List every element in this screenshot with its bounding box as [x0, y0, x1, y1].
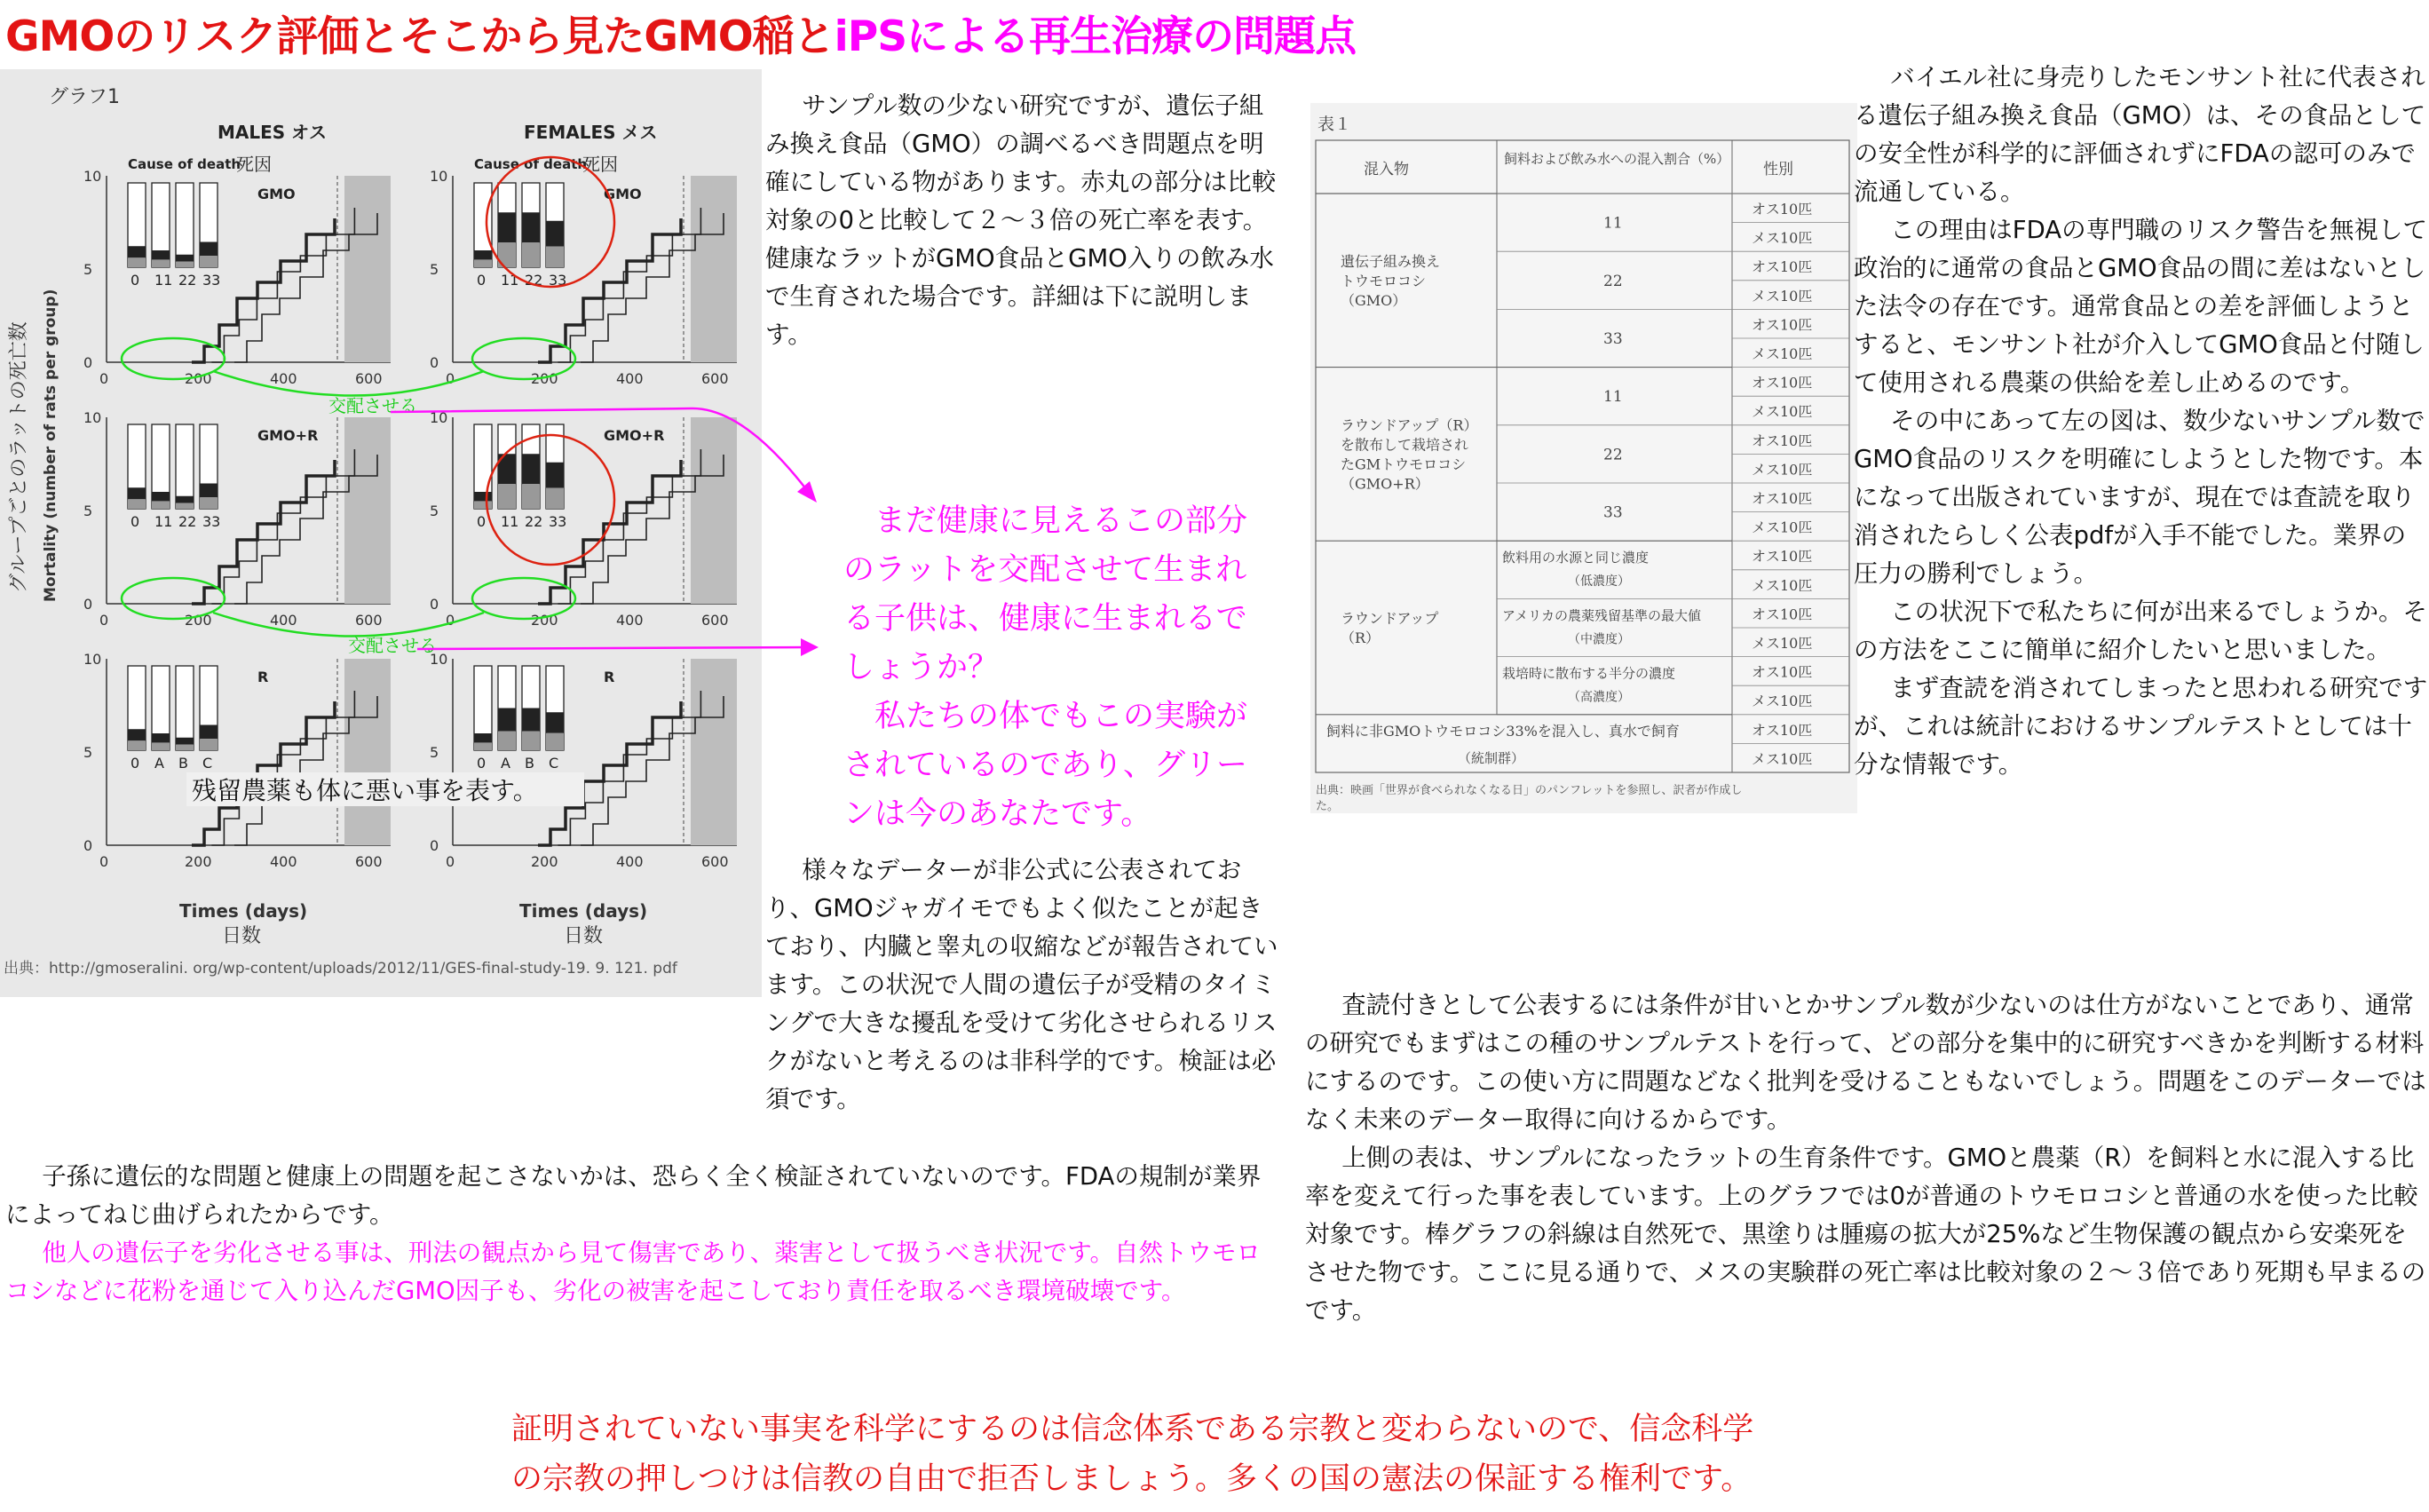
y-tick-male-0-0: 10	[83, 168, 102, 185]
x-tick-male-2-0: 0	[99, 853, 109, 870]
magenta-arrowhead-2	[801, 638, 819, 656]
cause-jp-female: 死因	[582, 154, 618, 175]
table-sex-8: オス10匹	[1752, 431, 1813, 449]
table-group2-2: たGMトウモロコシ	[1341, 455, 1467, 473]
table-sex-10: オス10匹	[1752, 490, 1813, 507]
inset-bar-label-male-2-0: 0	[131, 755, 140, 772]
magenta-arrows	[0, 0, 852, 693]
inset-bar-label-male-0-1: 11	[154, 272, 173, 289]
table-conc-level-1: （中濃度）	[1568, 632, 1630, 647]
bottom-right-p1: 査読付きとして公表するには条件が甘いとかサンプル数が少ないのは仕方がないことであり、通常の研究でもまずはこの種のサンプルテストを行って、どの部分を集中的に研究すべきかを判断する材料にするのです。この使い方に問題などなく批判を受けることもないでしょう。問題をこのデーターではなく未来のデーター取得に向けるからです。	[1305, 991, 2426, 1134]
y-tick-male-1-0: 10	[83, 409, 102, 426]
table-sex-12: オス10匹	[1752, 548, 1813, 566]
inset-bar-label-female-2-1: A	[501, 755, 510, 772]
footer-line1: 証明されていない事実を科学にするのは信念体系である宗教と変わらないので、信念科学	[511, 1412, 1754, 1447]
y-tick-female-1-2: 0	[430, 596, 439, 613]
graph-source	[4, 960, 678, 978]
table-header-2: 性別	[1763, 161, 1793, 178]
col2-magenta1: まだ健康に見えるこの部分のラットを交配させて生まれる子供は、健康に生まれるでしょうか？	[843, 503, 1248, 685]
table-sex-11: メス10匹	[1752, 519, 1813, 536]
inset-bar-label-female-2-0: 0	[477, 755, 487, 772]
table-sex-19: メス10匹	[1752, 750, 1813, 768]
inset-bar-label-male-1-3: 33	[202, 513, 221, 530]
table-pct-1: 22	[1603, 272, 1623, 290]
col2-para2	[765, 851, 1280, 1119]
table-control-1: （統制群）	[1458, 749, 1525, 766]
inset-bar-label-female-0-1: 11	[501, 272, 519, 289]
inset-bar-label-male-2-1: A	[154, 755, 164, 772]
table-group1-0: 遺伝子組み換え	[1341, 252, 1441, 270]
y-tick-female-2-2: 0	[430, 837, 439, 854]
right-p1: バイエル社に身売りしたモンサント社に代表される遺伝子組み換え食品（GMO）は、その食品としての安全性が科学的に評価されずにFDAの認可のみで流通している。	[1854, 63, 2426, 206]
panel-title-male-1: GMO+R	[257, 427, 319, 444]
x-tick-male-2-3: 600	[355, 853, 383, 870]
table-conc-name-0: 飲料用の水源と同じ濃度	[1502, 550, 1650, 566]
table-label: 表１	[1317, 115, 1352, 134]
table-sex-2: オス10匹	[1752, 258, 1813, 276]
panel-title-male-0: GMO	[257, 186, 296, 202]
mating-label-2: 交配させる	[348, 635, 437, 656]
females-heading: FEMALES メス	[524, 122, 658, 143]
y-tick-male-1-2: 0	[83, 596, 93, 613]
x-tick-male-0-1: 200	[185, 370, 212, 387]
inset-bar-label-female-1-3: 33	[549, 513, 567, 530]
table-sex-7: メス10匹	[1752, 403, 1813, 421]
inset-bar-label-female-0-2: 22	[525, 272, 543, 289]
table-pct-0: 11	[1603, 214, 1623, 233]
table-sex-16: オス10匹	[1752, 663, 1813, 681]
table-group2-3: （GMO+R）	[1341, 475, 1429, 493]
table-group2-1: を散布して栽培され	[1341, 436, 1469, 454]
y-tick-male-1-1: 5	[83, 503, 93, 519]
table-group2-0: ラウンドアップ（R）	[1341, 416, 1478, 434]
bottom-right	[1305, 986, 2427, 1330]
bottom-left-para	[5, 1158, 1264, 1234]
table-pct-3: 11	[1603, 388, 1623, 407]
inset-bar-black-male-2-2	[176, 738, 194, 745]
x-tick-male-0-3: 600	[355, 370, 383, 387]
table-group3-0: ラウンドアップ	[1341, 610, 1439, 627]
x-tick-female-2-1: 200	[531, 853, 558, 870]
y-axis-en: Mortality (number of rats per group)	[42, 289, 59, 602]
bottom-left-magenta-text: 他人の遺伝子を劣化させる事は、刑法の観点から見て傷害であり、薬害として扱うべき状況です。自然トウモロコシなどに花粉を通じて入り込んだGMO因子も、劣化の被害を起こしており責任を取るべき環境破壊です。	[5, 1239, 1262, 1305]
x-tick-male-0-2: 400	[270, 370, 297, 387]
col2-para1	[765, 87, 1280, 354]
table-sex-0: オス10匹	[1752, 201, 1813, 218]
cause-of-death-male: Cause of death	[128, 156, 241, 172]
table-source-1: た。	[1316, 800, 1340, 813]
inset-bar-label-male-0-2: 22	[178, 272, 197, 289]
table-sex-6: オス10匹	[1752, 374, 1813, 392]
inset-bar-black-female-2-3	[546, 712, 564, 733]
y-tick-female-2-1: 5	[430, 744, 439, 761]
x-tick-female-0-3: 600	[701, 370, 729, 387]
inset-bar-label-female-1-2: 22	[525, 513, 543, 530]
x-tick-female-2-2: 400	[616, 853, 644, 870]
table-control-0: 飼料に非GMOトウモロコシ33%を混入し、真水で飼育	[1326, 722, 1680, 740]
cause-of-death-female: Cause of death	[474, 156, 588, 172]
x-tick-male-2-1: 200	[185, 853, 212, 870]
bottom-left-para-text: 子孫に遺伝的な問題と健康上の問題を起こさないかは、恐らく全く検証されていないのです。FDAの規制が業界によってねじ曲げられたからです。	[5, 1162, 1262, 1229]
inset-bar-hatch-female-2-1	[498, 732, 516, 750]
table-figure	[1310, 103, 1857, 813]
inset-bar-black-male-2-1	[152, 733, 170, 742]
table-pct-4: 22	[1603, 446, 1623, 464]
footer-line2: の宗教の押しつけは信教の自由で拒否しましょう。多くの国の憲法の保証する権利です。	[511, 1461, 1753, 1497]
x-tick-male-1-3: 600	[355, 612, 383, 629]
x-tick-female-2-0: 0	[446, 853, 455, 870]
inset-bar-hatch-male-2-3	[200, 739, 218, 750]
table-sex-18: オス10匹	[1752, 721, 1813, 739]
y-tick-female-1-1: 5	[430, 503, 439, 519]
inset-bar-hatch-male-2-0	[128, 740, 146, 750]
y-tick-male-2-2: 0	[83, 837, 93, 854]
y-tick-female-1-0: 10	[430, 409, 448, 426]
x-tick-female-1-2: 400	[616, 612, 644, 629]
title-part2: iPSによる再生治療の問題点	[834, 12, 1357, 61]
inset-bar-black-female-2-2	[522, 709, 540, 732]
table-conc-level-0: （低濃度）	[1568, 574, 1630, 590]
bottom-right-p2: 上側の表は、サンプルになったラットの生育条件です。GMOと農薬（R）を飼料と水に混入する比率を変えて行った事を表しています。上のグラフでは0が普通のトウモロコシと普通の水を使った比較対象です。棒グラフの斜線は自然死で、黒塗りは腫瘍の拡大が25%など生物保護の観点から安楽死をさせた物です。ここに見る通りで、メスの実験群の死亡率は比較対象の２～３倍であり死期も早まるのです。	[1305, 1144, 2426, 1325]
y-tick-male-0-2: 0	[83, 354, 93, 371]
inset-bar-label-female-0-0: 0	[477, 272, 487, 289]
magenta-arrow-2	[417, 647, 808, 649]
table-sex-15: メス10匹	[1752, 635, 1813, 652]
x-tick-female-1-1: 200	[531, 612, 558, 629]
inset-bar-black-female-2-0	[474, 733, 492, 742]
y-tick-male-2-0: 10	[83, 651, 102, 668]
col2-para2-text: 様々なデーターが非公式に公表されており、GMOジャガイモでもよく似たことが起きており、内臓と睾丸の収縮などが報告されています。この状況で人間の遺伝子が受精のタイミングで大きな擾乱を受けて劣化させられるリスクがないと考えるのは非科学的です。検証は必須です。	[765, 856, 1278, 1113]
x-tick-female-1-3: 600	[701, 612, 729, 629]
y-tick-female-2-0: 10	[430, 651, 448, 668]
table-sex-17: メス10匹	[1752, 693, 1813, 710]
right-p4: この状況下で私たちに何が出来るでしょうか。その方法をここに簡単に紹介したいと思いました。	[1854, 598, 2427, 664]
right-p5: まず査読を消されてしまったと思われる研究ですが、これは統計におけるサンプルテストとしては十分な情報です。	[1854, 674, 2428, 779]
table-conc-name-2: 栽培時に散布する半分の濃度	[1502, 665, 1676, 682]
inset-bar-hatch-male-2-1	[152, 742, 170, 750]
table-conc-name-1: アメリカの農薬残留基準の最大値	[1502, 607, 1701, 624]
x-axis-jp-female: 日数	[564, 925, 604, 947]
inset-bar-hatch-female-2-2	[522, 732, 540, 750]
table-sex-5: メス10匹	[1752, 345, 1813, 362]
table-header-0: 混入物	[1364, 161, 1409, 178]
panel-title-female-1: GMO+R	[604, 427, 665, 444]
inset-bar-label-male-1-0: 0	[131, 513, 140, 530]
x-tick-male-1-1: 200	[185, 612, 212, 629]
inset-bar-label-female-1-0: 0	[477, 513, 487, 530]
col2-magenta2: 私たちの体でもこの実験がされているのであり、グリーンは今のあなたです。	[843, 699, 1248, 832]
x-tick-female-0-0: 0	[446, 370, 455, 387]
inset-bar-label-male-0-0: 0	[131, 272, 140, 289]
inset-bar-label-female-2-2: B	[525, 755, 534, 772]
inset-bar-label-male-1-1: 11	[154, 513, 173, 530]
table-sex-9: メス10匹	[1752, 461, 1813, 479]
table-group1-2: （GMO）	[1341, 291, 1407, 309]
panel-title-female-0: GMO	[604, 186, 642, 202]
x-axis-en-male: Times (days)	[179, 900, 308, 922]
inset-bar-label-female-1-1: 11	[501, 513, 519, 530]
table-group1-1: トウモロコシ	[1341, 272, 1427, 289]
table-sex-13: メス10匹	[1752, 576, 1813, 594]
inset-bar-label-male-0-3: 33	[202, 272, 221, 289]
x-tick-female-2-3: 600	[701, 853, 729, 870]
overlay-note: 残留農薬も体に悪い事を表す。	[192, 776, 538, 805]
inset-bar-black-male-2-0	[128, 729, 146, 740]
magenta-arrowhead-1	[797, 481, 817, 503]
table-svg	[1310, 103, 1857, 813]
table-conc-level-2: （高濃度）	[1568, 690, 1630, 705]
table-source-0: 出典：映画「世界が食べられなくなる日」のパンフレットを参照し、訳者が作成し	[1316, 784, 1743, 797]
y-tick-female-0-2: 0	[430, 354, 439, 371]
table-sex-3: メス10匹	[1752, 287, 1813, 305]
inset-bar-label-male-2-2: B	[178, 755, 188, 772]
x-tick-male-1-0: 0	[99, 612, 109, 629]
inset-bar-hatch-male-2-2	[176, 745, 194, 750]
table-sex-14: オス10匹	[1752, 606, 1813, 623]
y-tick-female-0-1: 5	[430, 261, 439, 278]
graph-source-text: 出典：http://gmoseralini. org/wp-content/uploads/2012/11/GES-final-study-19. 9. 121. pdf	[4, 960, 677, 978]
col2-para1-text: サンプル数の少ない研究ですが、遺伝子組み換え食品（GMO）の調べるべき問題点を明確にしている物があります。赤丸の部分は比較対象の0と比較して２～３倍の死亡率を表す。健康なラットがGMO食品とGMO入りの飲み水で生育された場合です。詳細は下に説明します。	[765, 91, 1277, 349]
col2-magenta	[843, 497, 1270, 839]
inset-bar-label-male-2-3: C	[202, 755, 213, 772]
inset-bar-hatch-female-2-0	[474, 742, 492, 750]
table-sex-1: メス10匹	[1752, 229, 1813, 247]
y-tick-male-2-1: 5	[83, 744, 93, 761]
mating-label-1: 交配させる	[328, 395, 417, 416]
inset-bar-black-male-2-3	[200, 725, 218, 740]
x-tick-male-0-0: 0	[99, 370, 109, 387]
bottom-left-magenta	[5, 1234, 1264, 1310]
graph-label: グラフ1	[49, 86, 120, 108]
right-column	[1854, 59, 2429, 784]
x-tick-female-1-0: 0	[446, 612, 455, 629]
magenta-arrow-1	[391, 408, 812, 497]
inset-bar-black-female-2-1	[498, 709, 516, 732]
table-header-1: 飼料および飲み水への混入割合（%）	[1504, 151, 1730, 167]
y-tick-female-0-0: 10	[430, 168, 448, 185]
y-tick-male-0-1: 5	[83, 261, 93, 278]
x-axis-jp-male: 日数	[222, 925, 262, 947]
inset-bar-label-male-1-2: 22	[178, 513, 197, 530]
x-axis-en-female: Times (days)	[519, 900, 648, 922]
cause-jp-male: 死因	[236, 154, 272, 175]
footer	[511, 1405, 1932, 1504]
panel-title-male-2: R	[257, 669, 269, 685]
inset-bar-label-female-2-3: C	[549, 755, 559, 772]
x-tick-male-2-2: 400	[270, 853, 297, 870]
x-tick-male-1-2: 400	[270, 612, 297, 629]
y-axis-jp: グループごとのラットの死亡数	[8, 321, 30, 593]
x-tick-female-0-2: 400	[616, 370, 644, 387]
table-sex-4: オス10匹	[1752, 316, 1813, 334]
title-part1: GMOのリスク評価とそこから見たGMO稲と	[5, 12, 835, 61]
panel-title-female-2: R	[604, 669, 615, 685]
right-p2: この理由はFDAの専門職のリスク警告を無視して政治的に通常の食品とGMO食品の間に差はないとした法令の存在です。通常食品との差を評価しようとすると、モンサント社が介入してGMO食品と付随して使用される農薬の供給を差し止めるのです。	[1854, 216, 2428, 397]
males-heading: MALES オス	[218, 122, 327, 143]
table-pct-2: 33	[1603, 330, 1623, 348]
right-p3: その中にあって左の図は、数少ないサンプル数でGMO食品のリスクを明確にしようとした物です。本になって出版されていますが、現在では査読を取り消されたらしく公表pdfが入手不能でした。業界の圧力の勝利でしょう。	[1854, 407, 2425, 588]
inset-bar-label-female-0-3: 33	[549, 272, 567, 289]
table-pct-5: 33	[1603, 503, 1623, 522]
table-group3-1: （R）	[1341, 629, 1381, 646]
inset-bar-hatch-female-2-3	[546, 733, 564, 750]
x-tick-female-0-1: 200	[531, 370, 558, 387]
